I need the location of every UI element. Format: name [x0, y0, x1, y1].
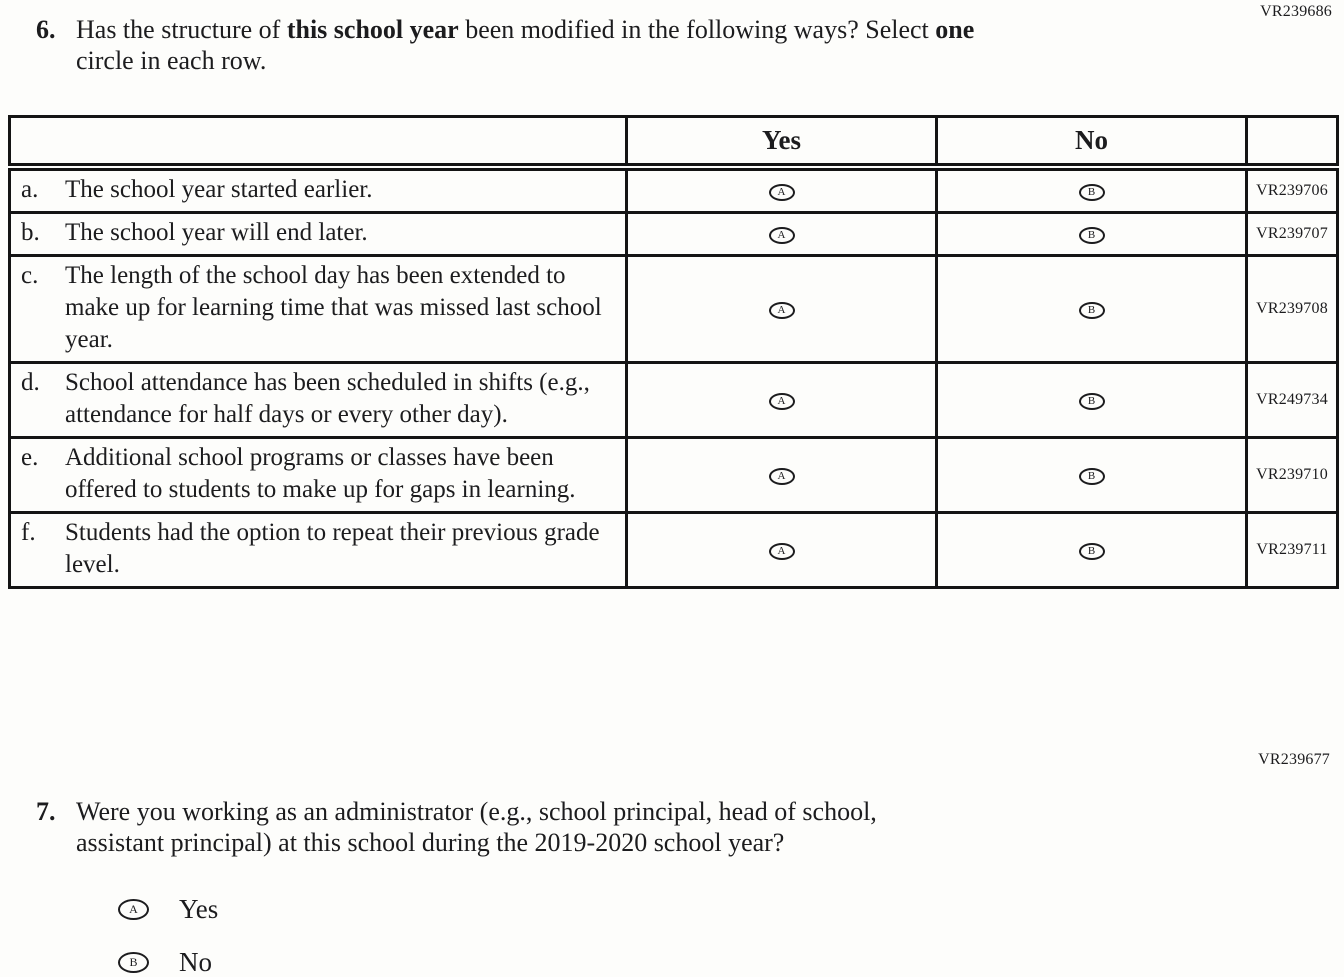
question-7: [36, 796, 877, 977]
option-yes-bubble[interactable]: A: [118, 899, 149, 920]
row-variable-code: VR239708: [1247, 256, 1338, 363]
option-no-bubble[interactable]: B: [118, 952, 149, 973]
row-text: The school year will end later.: [65, 219, 368, 246]
row-text: The school year started earlier.: [65, 176, 373, 203]
row-statement: [11, 439, 625, 511]
row-variable-code: VR239706: [1247, 167, 1338, 213]
row-letter: b.: [21, 219, 40, 246]
question-6: [0, 0, 1344, 76]
table-header-row: [10, 117, 1338, 168]
option-yes: [118, 894, 877, 924]
row-statement: [11, 171, 625, 211]
row-letter: d.: [21, 369, 40, 396]
yes-bubble[interactable]: A: [769, 184, 795, 201]
q6-text-mid: been modified in the following ways? Select: [458, 15, 936, 44]
row-letter: a.: [21, 176, 39, 203]
row-variable-code: VR249734: [1247, 363, 1338, 438]
row-statement: [11, 514, 625, 586]
no-bubble[interactable]: B: [1079, 468, 1105, 485]
yes-bubble[interactable]: A: [769, 468, 795, 485]
yes-bubble[interactable]: A: [769, 302, 795, 319]
table-row: [10, 213, 1338, 256]
table-row: [10, 513, 1338, 588]
question-7-number: 7.: [36, 797, 56, 826]
statement-column-header: [10, 117, 627, 168]
row-text: The length of the school day has been extended to make up for learning time that was missed last school year.: [65, 262, 602, 353]
q6-text-bold-this-school-year: this school year: [286, 15, 459, 44]
no-bubble[interactable]: B: [1079, 393, 1105, 410]
q7-text-line1: Were you working as an administrator (e.g., school principal, head of school,: [76, 797, 877, 826]
row-variable-code: VR239707: [1247, 213, 1338, 256]
no-column-header: No: [937, 117, 1247, 168]
row-text: School attendance has been scheduled in shifts (e.g., attendance for half days or every other day).: [65, 369, 590, 428]
no-bubble[interactable]: B: [1079, 184, 1105, 201]
yes-column-header: Yes: [627, 117, 937, 168]
no-bubble[interactable]: B: [1079, 227, 1105, 244]
no-bubble[interactable]: B: [1079, 543, 1105, 560]
code-column-header: [1247, 117, 1338, 168]
option-yes-label: Yes: [179, 894, 219, 924]
yes-bubble[interactable]: A: [769, 227, 795, 244]
no-bubble[interactable]: B: [1079, 302, 1105, 319]
table-row: [10, 167, 1338, 213]
question-7-text: [76, 796, 877, 858]
row-statement: [11, 257, 625, 361]
table-row: [10, 256, 1338, 363]
option-no-label: No: [179, 947, 212, 977]
row-text: Additional school programs or classes have been offered to students to make up for gaps in learning.: [65, 444, 576, 503]
question-7-options: [118, 894, 877, 977]
q6-text-line2: circle in each row.: [76, 46, 267, 75]
q6-text-bold-one: one: [935, 15, 975, 44]
q7-text-line2: assistant principal) at this school during the 2019-2020 school year?: [76, 828, 785, 857]
row-text: Students had the option to repeat their previous grade level.: [65, 519, 600, 578]
table-row: [10, 438, 1338, 513]
row-letter: c.: [21, 262, 39, 289]
option-no: [118, 947, 877, 977]
yes-bubble[interactable]: A: [769, 543, 795, 560]
variable-code-top: VR239686: [1260, 3, 1332, 20]
q6-text-pre: Has the structure of: [76, 15, 287, 44]
row-variable-code: VR239710: [1247, 438, 1338, 513]
question-6-response-table: [8, 115, 1339, 589]
row-letter: e.: [21, 444, 39, 471]
row-statement: [11, 214, 625, 254]
variable-code-question-7: VR239677: [1258, 751, 1330, 768]
row-letter: f.: [21, 519, 36, 546]
row-statement: [11, 364, 625, 436]
yes-bubble[interactable]: A: [769, 393, 795, 410]
row-variable-code: VR239711: [1247, 513, 1338, 588]
question-6-number: 6.: [36, 15, 56, 44]
question-6-text: [76, 14, 974, 76]
table-row: [10, 363, 1338, 438]
